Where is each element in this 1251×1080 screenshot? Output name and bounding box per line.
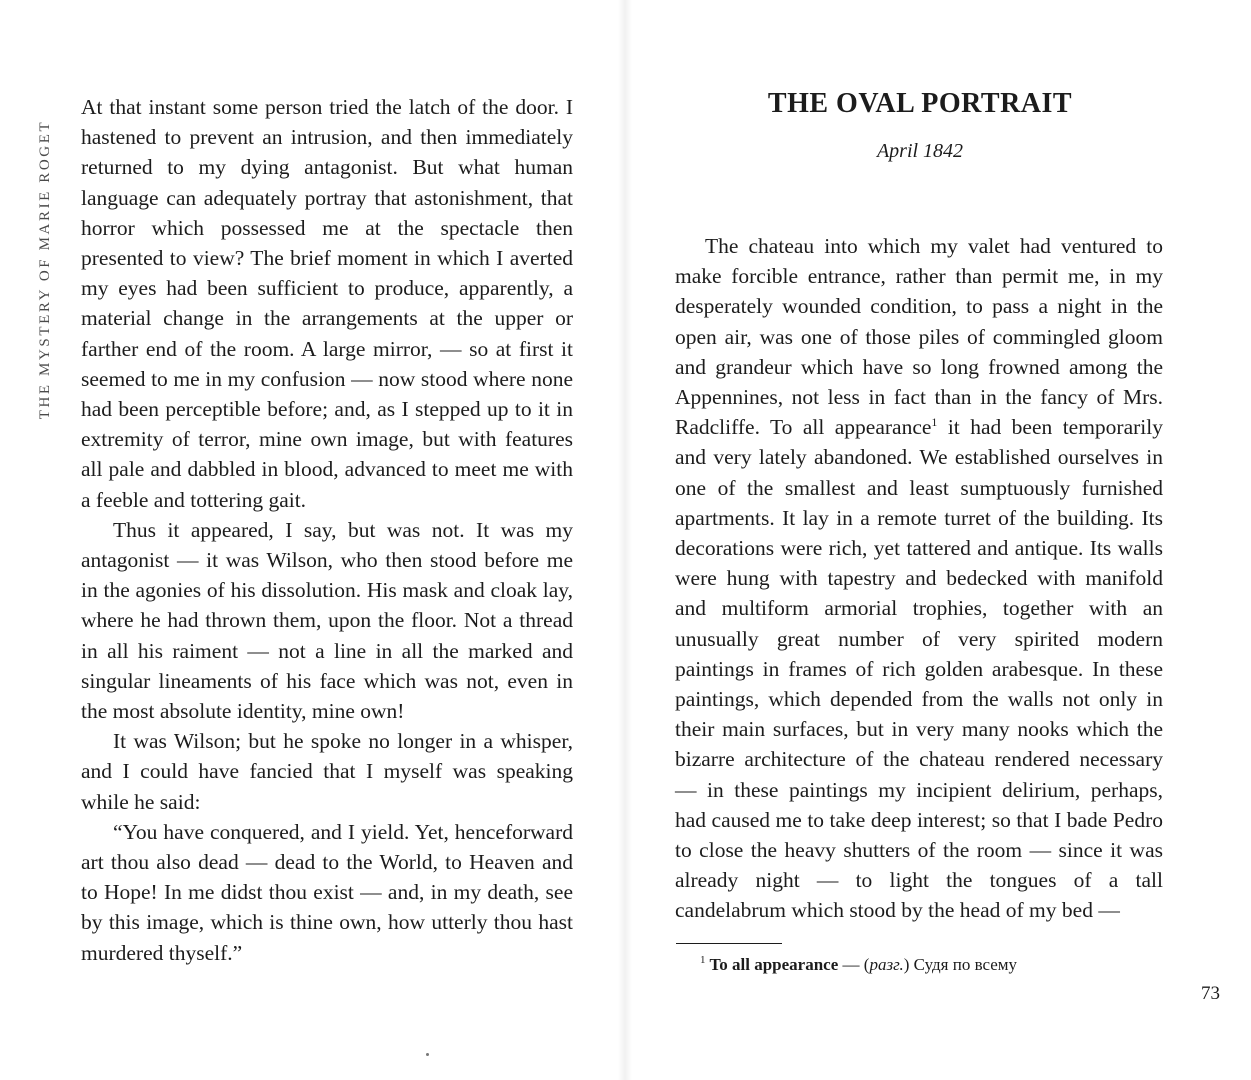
left-paragraph-4: “You have conquered, and I yield. Yet, henceforward art thou also dead — dead to the World, to Heaven and to Hope! In me didst thou exist — and, in my death, see by this image, which is thine own, how utterly thou hast murdered thyself.” [81, 819, 573, 965]
page-number: 73 [1201, 983, 1220, 1004]
book-gutter [618, 0, 632, 1080]
paper-speck [426, 1053, 429, 1056]
footnote [700, 953, 1160, 977]
footnote-reference: 1 [931, 415, 938, 430]
left-page-body [81, 92, 573, 968]
running-head [30, 97, 58, 442]
right-page-body [675, 231, 1163, 926]
left-paragraph-1: At that instant some person tried the latch of the door. I hastened to prevent an intrusion, and then immediately returned to my dying antagonist. But what human language can adequately portray that astonishment, that horror which possessed me at the spectacle then presented to view? The brief moment in which I averted my eyes had been sufficient to produce, apparently, a material change in the arrangements at the upper or farther end of the room. A large mirror, — so at first it seemed to me in my confusion — now stood where none had been perceptible before; and, as I stepped up to it in extremity of terror, mine own image, but with features all pale and dabbled in blood, advanced to meet me with a feeble and tottering gait. [81, 95, 573, 512]
right-paragraph-1 [675, 231, 1163, 926]
footnote-abbreviation: разг. [869, 955, 904, 974]
chapter-date: April 1842 [876, 140, 964, 162]
footnote-dash: — ( [838, 955, 870, 974]
right-paragraph-text-after-note: it had been temporarily and very lately abandoned. We established ourselves in one of the smallest and least sumptuously furnished apartments. It lay in a remote turret of the building. Its decorations were rich, yet tattered and antique. Its walls were hung with tapestry and bedecked with manifold and multiform armorial trophies, together with an unusually great number of very spirited modern paintings in frames of rich golden arabesque. In these paintings, which depended from the walls not only in their main surfaces, but in very many nooks which the bizarre architecture of the chateau rendered necessary — in these paintings my incipient delirium, perhaps, had caused me to take deep interest; so that I bade Pedro to close the heavy shutters of the room — since it was already night — to light the tongues of a tall candelabrum which stood by the head of my bed — [675, 415, 1163, 923]
left-paragraph-2: Thus it appeared, I say, but was not. It was my antagonist — it was Wilson, who then stood before me in the agonies of his dissolution. His mask and cloak lay, where he had thrown them, upon the floor. Not a thread in all his raiment — not a line in all the marked and singular lineaments of his face which was not, even in the most absolute identity, mine own! [81, 517, 573, 724]
right-paragraph-text-before-note: The chateau into which my valet had ventured to make forcible entrance, rather than permit me, in my desperately wounded condition, to pass a night in the open air, was one of those piles of commingled gloom and grandeur which have so long frowned among the Appennines, not less in fact than in the fancy of Mrs. Radcliffe. To all appearance [675, 234, 1163, 440]
footnote-term: To all appearance [709, 955, 839, 974]
chapter-title: THE OVAL PORTRAIT [767, 88, 1073, 119]
footnote-marker: 1 [700, 954, 706, 967]
footnote-translation: ) Судя по всему [903, 955, 1018, 974]
footnote-rule [676, 943, 782, 944]
left-paragraph-3: It was Wilson; but he spoke no longer in a whisper, and I could have fancied that I myself was speaking while he said: [81, 729, 573, 814]
running-head-text: THE MYSTERY OF MARIE ROGET [37, 119, 53, 420]
